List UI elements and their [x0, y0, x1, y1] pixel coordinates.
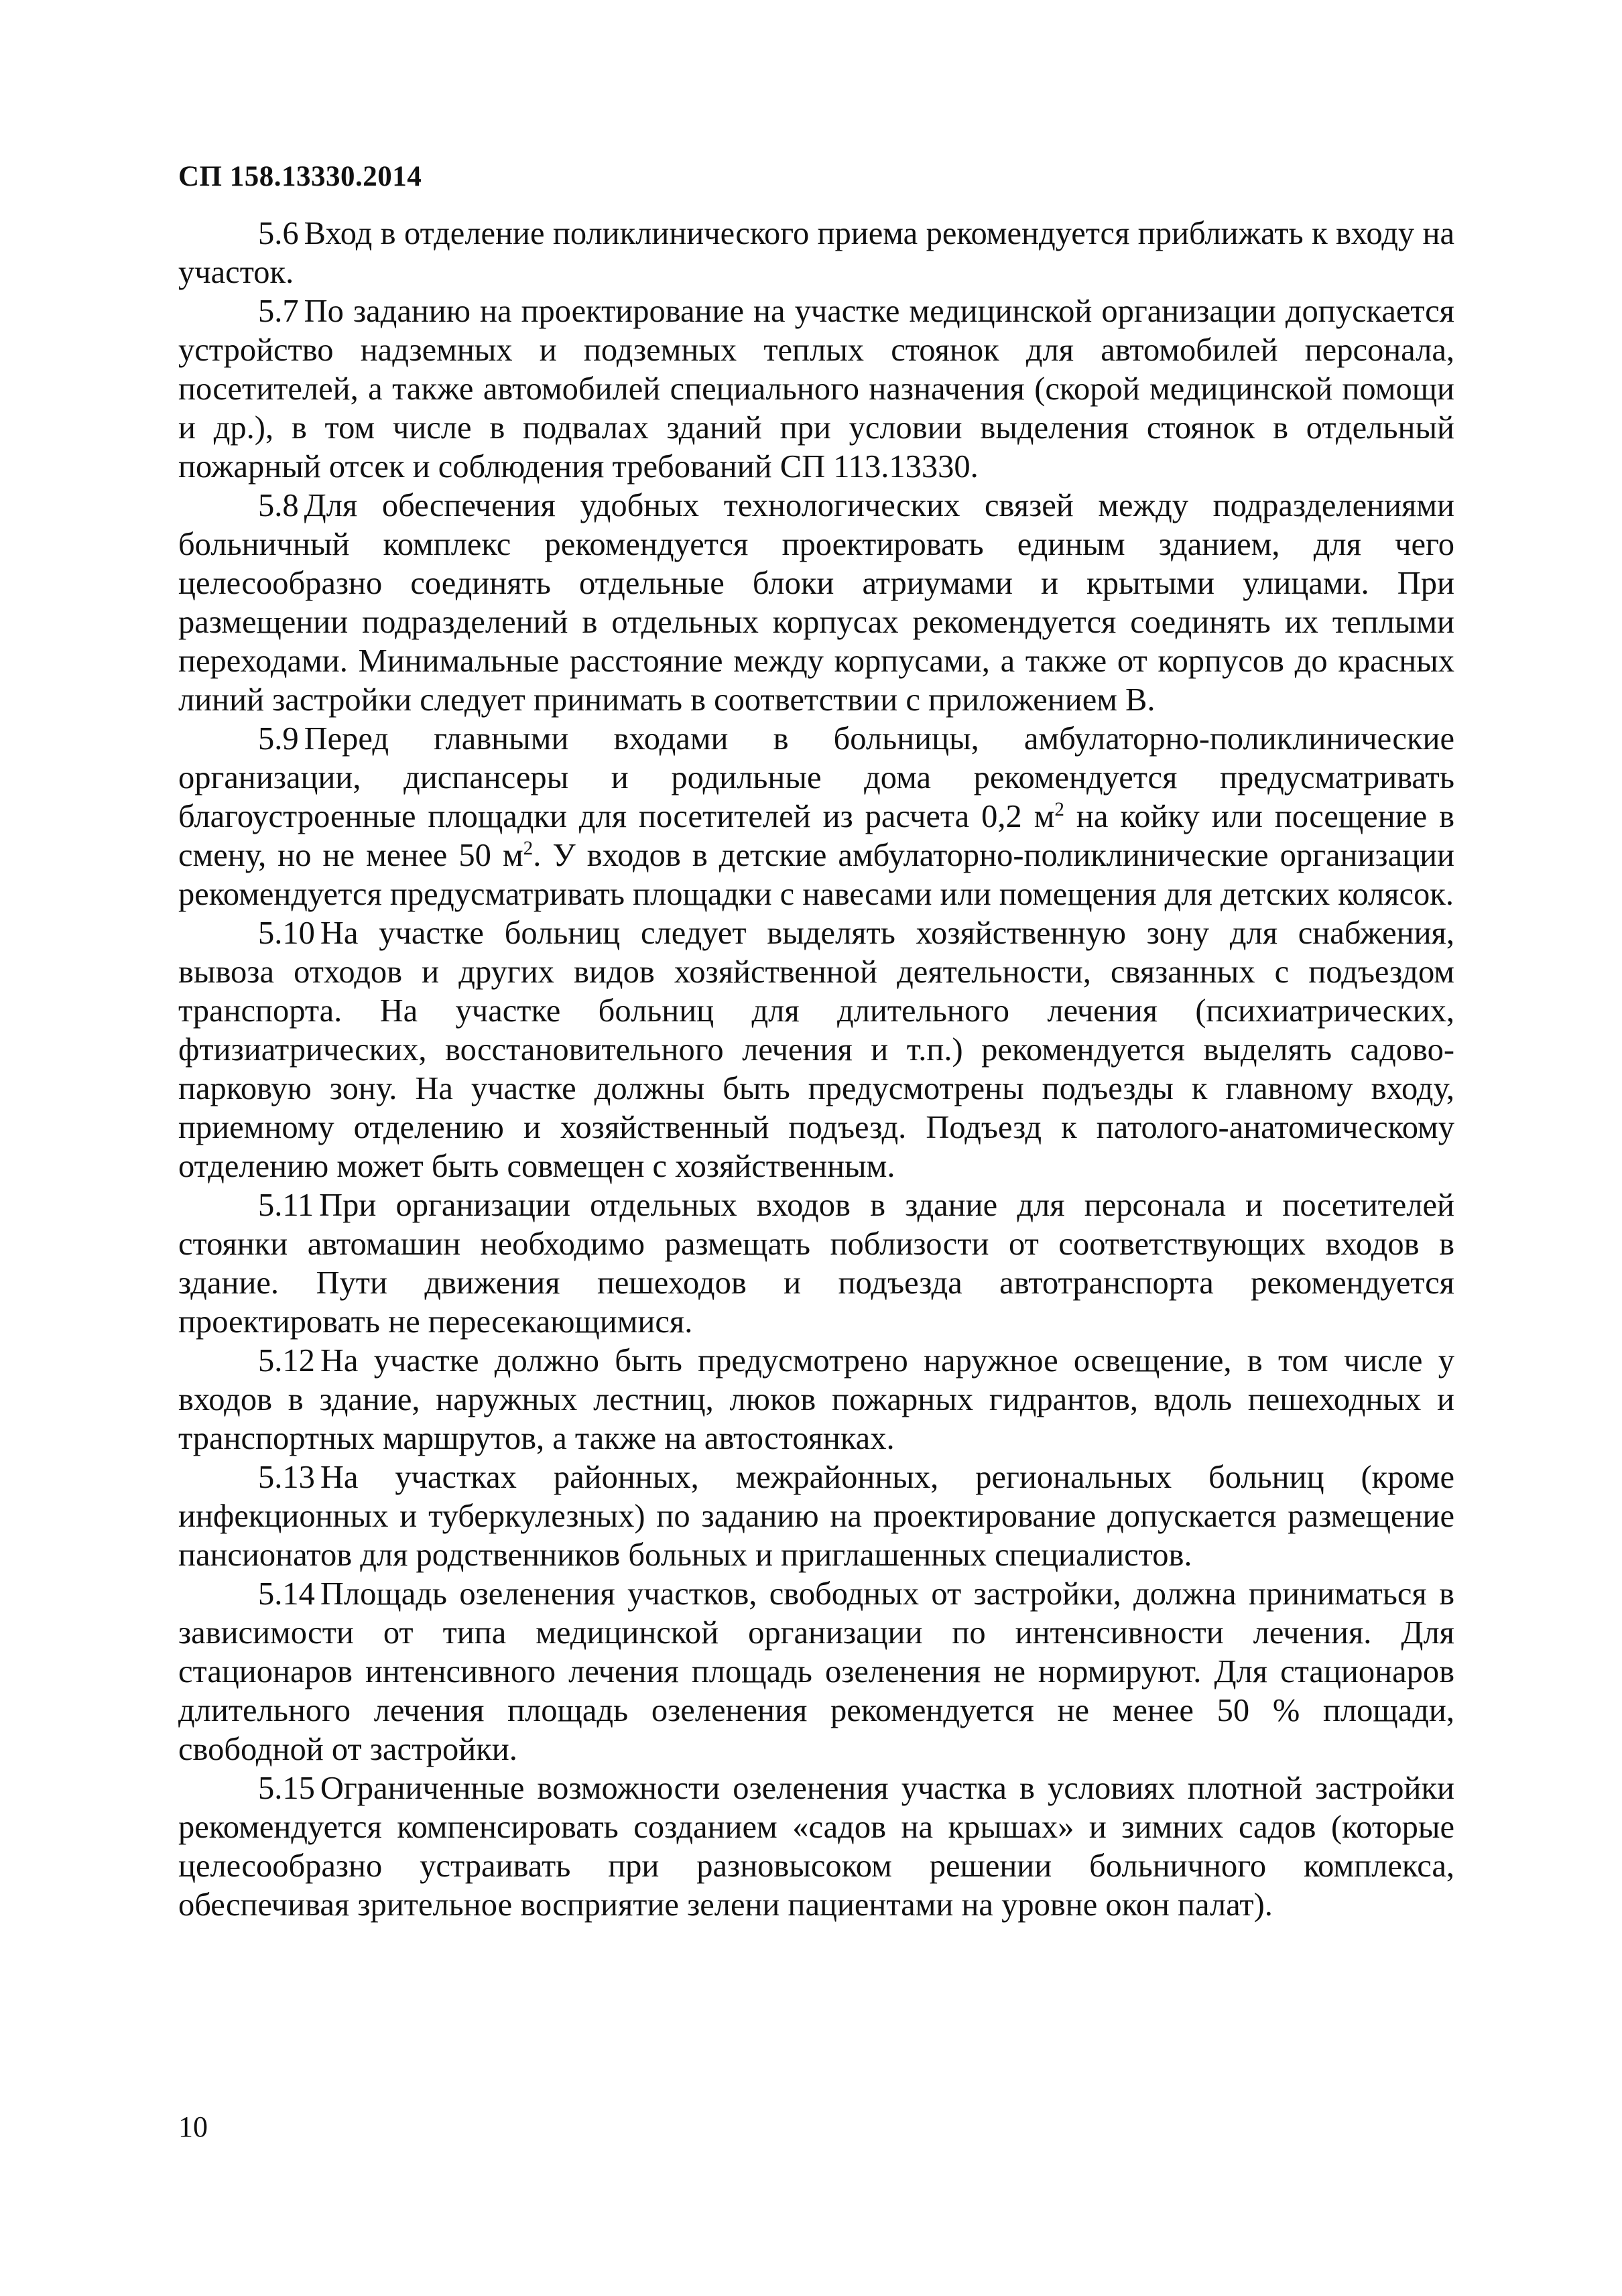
paragraph-text-part-c: . У входов в детские амбулаторно-поликлинические организации рекомендуется предусматривать площадки с навесами или помещения для детских колясок.	[178, 838, 1454, 912]
paragraph-5-15	[178, 1769, 1454, 1925]
paragraph-5-6	[178, 214, 1454, 292]
paragraph-5-8	[178, 487, 1454, 720]
paragraph-text: На участке больниц следует выделять хозяйственную зону для снабжения, вывоза отходов и других видов хозяйственной деятельности, связанных с подъездом транспорта. На участке больниц для длительного лечения (психиатрических, фтизиатрических, восстановительного лечения и т.п.) рекомендуется выделять садово-парковую зону. На участке должны быть предусмотрены подъезды к главному входу, приемному отделению и хозяйственный подъезд. Подъезд к патолого-анатомическому отделению может быть совмещен с хозяйственным.	[178, 915, 1454, 1184]
paragraph-number: 5.6	[258, 216, 299, 251]
superscript-squared: 2	[1054, 798, 1064, 820]
paragraph-5-9	[178, 720, 1454, 914]
page-number: 10	[178, 2110, 208, 2143]
paragraph-text: Площадь озеленения участков, свободных от застройки, должна приниматься в зависимости от типа медицинской организации по интенсивности лечения. Для стационаров интенсивного лечения площадь озеленения не нормируют. Для стационаров длительного лечения площадь озеленения рекомендуется не менее 50 % площади, свободной от застройки.	[178, 1576, 1454, 1767]
document-body	[178, 214, 1454, 1925]
paragraph-text: На участке должно быть предусмотрено наружное освещение, в том числе у входов в здание, наружных лестниц, люков пожарных гидрантов, вдоль пешеходных и транспортных маршрутов, а также на автостоянках.	[178, 1343, 1454, 1456]
paragraph-number: 5.10	[258, 915, 315, 951]
paragraph-5-10	[178, 914, 1454, 1186]
paragraph-text: На участках районных, межрайонных, региональных больниц (кроме инфекционных и туберкулезных) по заданию на проектирование допускается размещение пансионатов для родственников больных и приглашенных специалистов.	[178, 1460, 1454, 1573]
paragraph-text: Для обеспечения удобных технологических связей между подразделениями больничный комплекс рекомендуется проектировать единым зданием, для чего целесообразно соединять отдельные блоки атриумами и крытыми улицами. При размещении подразделений в отдельных корпусах рекомендуется соединять их теплыми переходами. Минимальные расстояние между корпусами, а также от корпусов до красных линий застройки следует принимать в соответствии с приложением В.	[178, 488, 1454, 718]
paragraph-5-7	[178, 292, 1454, 487]
paragraph-number: 5.11	[258, 1188, 314, 1223]
paragraph-text: Ограниченные возможности озеленения участка в условиях плотной застройки рекомендуется компенсировать созданием «садов на крышах» и зимних садов (которые целесообразно устраивать при разновысоком решении больничного комплекса, обеспечивая зрительное восприятие зелени пациентами на уровне окон палат).	[178, 1771, 1454, 1923]
paragraph-5-12	[178, 1342, 1454, 1458]
paragraph-text-part-b: на койку или посещение в смену, но не менее 50 м	[178, 799, 1454, 873]
paragraph-number: 5.7	[258, 294, 299, 329]
paragraph-number: 5.13	[258, 1460, 315, 1495]
paragraph-text: При организации отдельных входов в здание для персонала и посетителей стоянки автомашин необходимо размещать поблизости от соответствующих входов в здание. Пути движения пешеходов и подъезда автотранспорта рекомендуется проектировать не пересекающимися.	[178, 1188, 1454, 1340]
paragraph-5-13	[178, 1458, 1454, 1575]
paragraph-text: Вход в отделение поликлинического приема рекомендуется приближать к входу на участок.	[178, 216, 1454, 290]
paragraph-number: 5.8	[258, 488, 299, 523]
paragraph-5-14	[178, 1575, 1454, 1769]
paragraph-5-11	[178, 1186, 1454, 1342]
paragraph-text-part-a: Перед главными входами в больницы, амбулаторно-поликлинические организации, диспансеры и родильные дома рекомендуется предусматривать благоустроенные площадки для посетителей из расчета 0,2 м	[178, 721, 1454, 834]
paragraph-number: 5.12	[258, 1343, 315, 1379]
superscript-squared: 2	[523, 837, 534, 859]
paragraph-number: 5.9	[258, 721, 299, 757]
paragraph-text: По заданию на проектирование на участке медицинской организации допускается устройство надземных и подземных теплых стоянок для автомобилей персонала, посетителей, а также автомобилей специального назначения (скорой медицинской помощи и др.), в том числе в подвалах зданий при условии выделения стоянок в отдельный пожарный отсек и соблюдения требований СП 113.13330.	[178, 294, 1454, 485]
paragraph-number: 5.15	[258, 1771, 315, 1806]
document-code-header: СП 158.13330.2014	[178, 161, 422, 192]
paragraph-number: 5.14	[258, 1576, 315, 1612]
